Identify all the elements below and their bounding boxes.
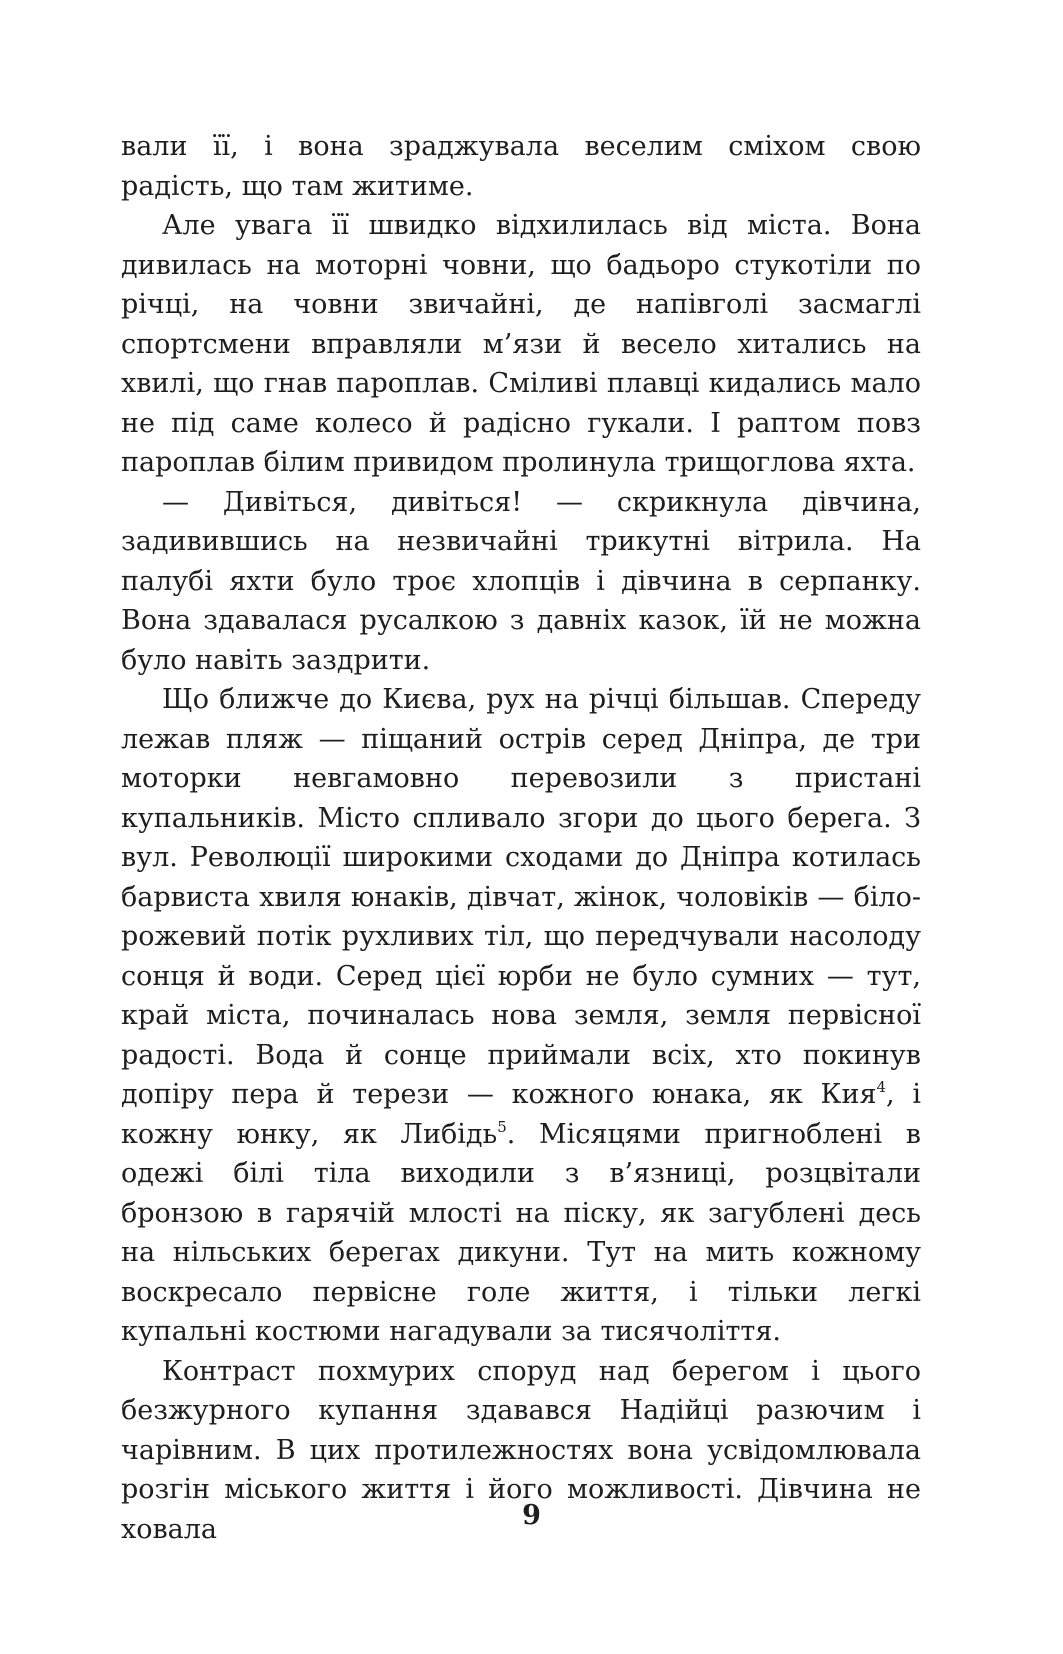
paragraph-beach [121,680,921,1352]
page-number: 9 [522,1500,541,1531]
footnote-marker-5[interactable]: 5 [497,1117,507,1136]
body-text [121,127,921,1549]
footnote-marker-4[interactable]: 4 [876,1078,887,1096]
paragraph-continuation: вали її, і вона зраджувала веселим сміхом свою радість, що там житиме. [121,131,921,202]
paragraph-beach-part3: . Місяцями пригноблені в одежі білі тіла виходили з в’язниці, розцвітали бронзою в гарячій млості на піску, як загублені десь на нільських берегах дикуни. Тут на мить кожному воскресало первісне голе життя, і тільки легкі купальні костюми нагадували за тисячоліття. [121,1118,921,1347]
paragraph-yacht: Але увага її швидко відхилилась від міста. Вона дивилась на моторні човни, що бадьоро стукотіли по річці, на човни звичайні, де напівголі засмаглі спортсмени вправляли м’язи й весело хитались на хвилі, що гнав пароплав. Сміливі плавці кидались мало не під саме колесо й радісно гукали. І раптом повз пароплав білим привидом пролинула трищоглова яхта. [121,210,921,478]
paragraph-beach-part2: , і кожну юнку, як Либідь [121,1079,921,1150]
paragraph-dialogue: — Дивіться, дивіться! — скрикнула дівчина, задивившись на незвичайні трикутні вітрила. На палубі яхти було троє хлопців і дівчина в серпанку. Вона здавалася русалкою з давніх казок, їй не можна було навіть заздрити. [121,486,921,676]
paragraph-beach-part1: Що ближче до Києва, рух на річці більшав. Спереду лежав пляж — піщаний острів серед Дніпра, де три моторки невгамовно перевозили з пристані купальників. Місто спливало згори до цього берега. З вул. Революції широкими сходами до Дніпра котилась барвиста хвиля юнаків, дівчат, жінок, чоловіків — біло-рожевий потік рухливих тіл, що передчували насолоду сонця й води. Серед цієї юрби не було сумних — тут, край міста, починалась нова земля, земля первісної радості. Вода й сонце приймали всіх, хто покинув допіру пера й терези — кожного юнака, як Кия [121,684,921,1110]
paragraph-contrast: Контраст похмурих споруд над берегом і цього безжурного купання здавався Надійці разючим і чарівним. В цих протилежностях вона усвідомлювала розгін міського життя і його можливості. Дівчина не ховала [121,1355,921,1545]
